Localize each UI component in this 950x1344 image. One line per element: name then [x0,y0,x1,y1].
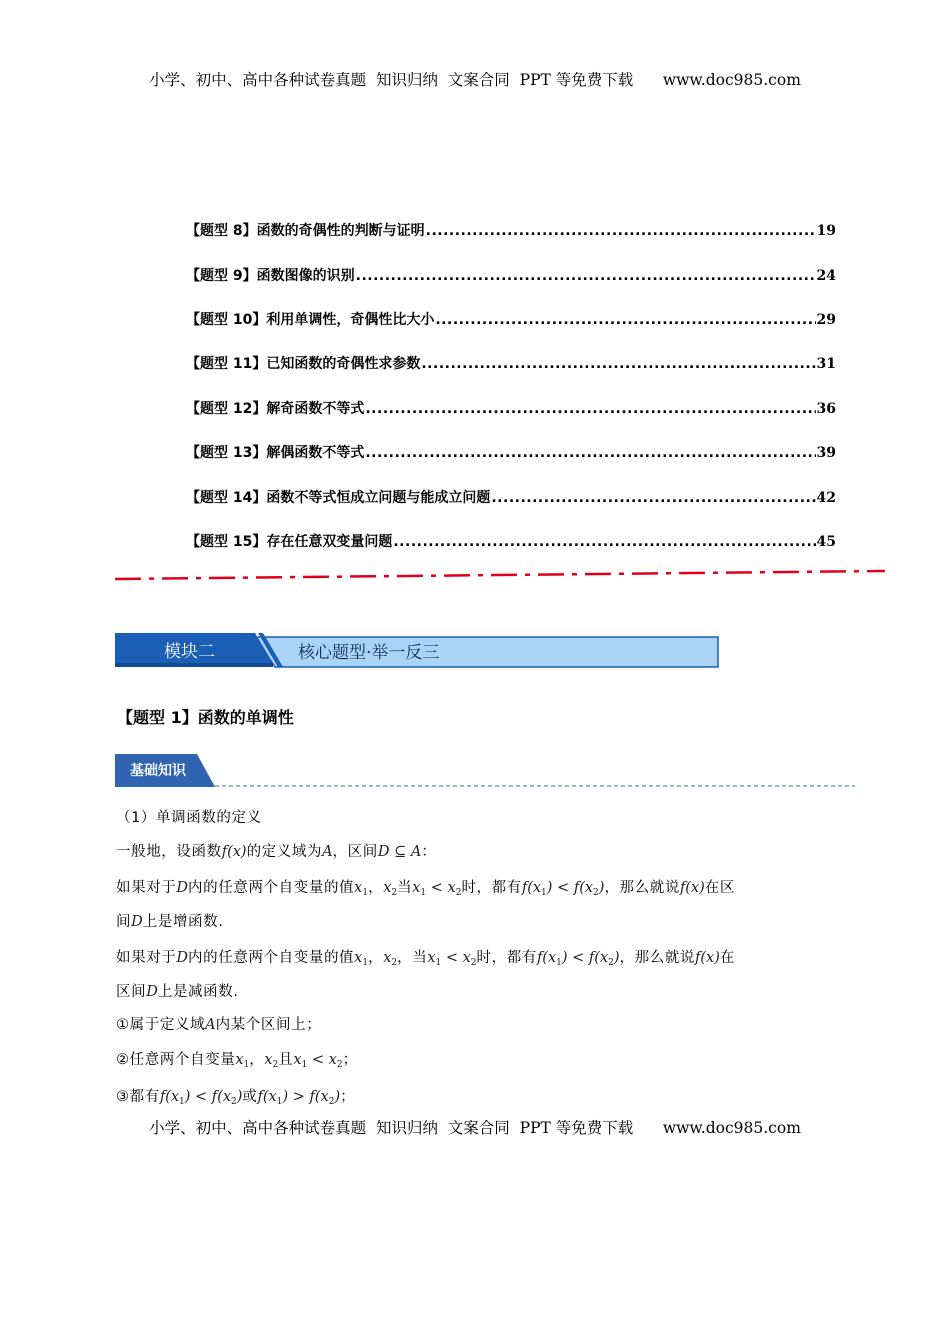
toc-item[interactable] [186,309,836,333]
math-fx1-gt-fx2: $f(x_1) > f(x_2)$ [257,1089,341,1107]
math-fx: f(x) [695,950,720,966]
math-x1-lt-x2: $x_1 < x_2$ [293,1052,343,1070]
toc-item-page: 42 [816,490,836,506]
list-item [116,1087,841,1112]
toc-item[interactable] [186,442,836,466]
text: 的定义域为 [246,844,323,860]
text: ①属于定义域 [116,1017,206,1033]
math-D: D [131,914,143,930]
text: （1）单调函数的定义 [116,810,262,826]
text: 当 [397,880,413,896]
math-x1: $x_1$ [354,950,369,968]
toc-item[interactable] [186,220,836,244]
toc-leader [435,312,815,328]
text: 上是减函数. [157,984,239,1000]
text: 且 [278,1052,294,1068]
text: ，当 [397,950,428,966]
toc-item-title: 【题型 11】已知函数的奇偶性求参数 [186,356,421,372]
text: ； [342,1052,358,1068]
paragraph-line [116,948,841,973]
toc-item-page: 36 [816,401,836,417]
math-D: D [146,984,158,1000]
math-fx1-lt-fx2: $f(x_1) < f(x_2)$ [159,1089,243,1107]
toc-item[interactable] [186,487,836,511]
text: 内的任意两个自变量的值 [188,950,355,966]
math-D: D [176,880,189,896]
text: 时，都有 [476,950,537,966]
toc-item-page: 24 [816,268,836,284]
module-label: 模块二 [164,642,215,662]
red-divider-line [115,565,885,585]
text: 内的任意两个自变量的值 [188,880,355,896]
text: 时，都有 [461,880,522,896]
text: ， [368,950,384,966]
text: ， [368,880,384,896]
math-x1-lt-x2: $x_1 < x_2$ [412,880,462,898]
math-x1-lt-x2: $x_1 < x_2$ [427,950,477,968]
text: 区间 [116,984,147,1000]
text: 上是增函数. [142,914,224,930]
math-x2: $x_2$ [264,1052,279,1070]
text: ，区间 [332,844,378,860]
toc-leader [365,445,815,461]
paragraph-line [116,878,841,903]
text: 如果对于 [116,950,177,966]
toc-item-title: 【题型 8】函数的奇偶性的判断与证明 [186,223,425,239]
math-fx1-lt-fx2: $f(x_1) < f(x_2)$ [536,950,620,968]
text: 在区 [704,880,735,896]
text: ， [249,1052,265,1068]
toc-item-title: 【题型 9】函数图像的识别 [186,268,355,284]
toc-item-page: 19 [816,223,836,239]
page-footer: 小学、初中、高中各种试卷真题 知识归纳 文案合同 PPT 等免费下载 www.doc985.com [149,1119,801,1137]
toc-item-title: 【题型 15】存在任意双变量问题 [186,534,393,550]
list-item [116,1050,841,1075]
section-title: 【题型 1】函数的单调性 [117,708,294,727]
text: ③都有 [116,1089,160,1105]
definition-heading [116,808,841,828]
math-fx1-lt-fx2: $f(x_1) < f(x_2)$ [521,880,605,898]
toc-item[interactable] [186,265,836,289]
math-A: A [322,844,333,860]
toc-item-title: 【题型 12】解奇函数不等式 [186,401,365,417]
text: ： [421,844,437,860]
text: 在 [719,950,735,966]
text: 间 [116,914,132,930]
module-subtitle: 核心题型·举一反三 [298,643,440,663]
toc-leader [365,401,815,417]
knowledge-tag: 基础知识 [130,763,186,779]
toc-item-title: 【题型 10】利用单调性，奇偶性比大小 [186,312,435,328]
text: 如果对于 [116,880,177,896]
toc-item[interactable] [186,353,836,377]
text: ②任意两个自变量 [116,1052,236,1068]
math-x1: $x_1$ [354,880,369,898]
text: ； [340,1089,356,1105]
page-header: 小学、初中、高中各种试卷真题 知识归纳 文案合同 PPT 等免费下载 www.doc985.com [149,71,801,89]
text: 或 [242,1089,258,1105]
math-x2: $x_2$ [383,880,398,898]
toc-item-title: 【题型 13】解偶函数不等式 [186,445,365,461]
paragraph-line [116,912,841,932]
list-item [116,1015,841,1035]
text: 内某个区间上； [215,1017,322,1033]
paragraph-line [116,982,841,1002]
toc-item-title: 【题型 14】函数不等式恒成立问题与能成立问题 [186,490,491,506]
math-fx: f(x) [221,844,247,860]
toc-item-page: 45 [816,534,836,550]
math-A: A [205,1017,216,1033]
text: ，那么就说 [604,880,680,896]
knowledge-tag-bar [115,754,855,788]
text: ，那么就说 [619,950,696,966]
text: 一般地，设函数 [116,844,222,860]
toc-leader [393,534,815,550]
math-fx: f(x) [679,880,705,896]
toc-item[interactable] [186,398,836,422]
paragraph-line [116,842,841,862]
toc-leader [421,356,815,372]
toc-leader [356,268,816,284]
toc-item[interactable] [186,531,836,555]
math-x2: $x_2$ [383,950,398,968]
toc-item-page: 31 [816,356,836,372]
math-x1: $x_1$ [235,1052,250,1070]
toc-item-page: 29 [816,312,836,328]
toc-leader [426,223,816,239]
math-D: D [176,950,189,966]
toc-leader [491,490,815,506]
math-D-subset-A: D ⊆ A [377,844,422,860]
toc-item-page: 39 [816,445,836,461]
